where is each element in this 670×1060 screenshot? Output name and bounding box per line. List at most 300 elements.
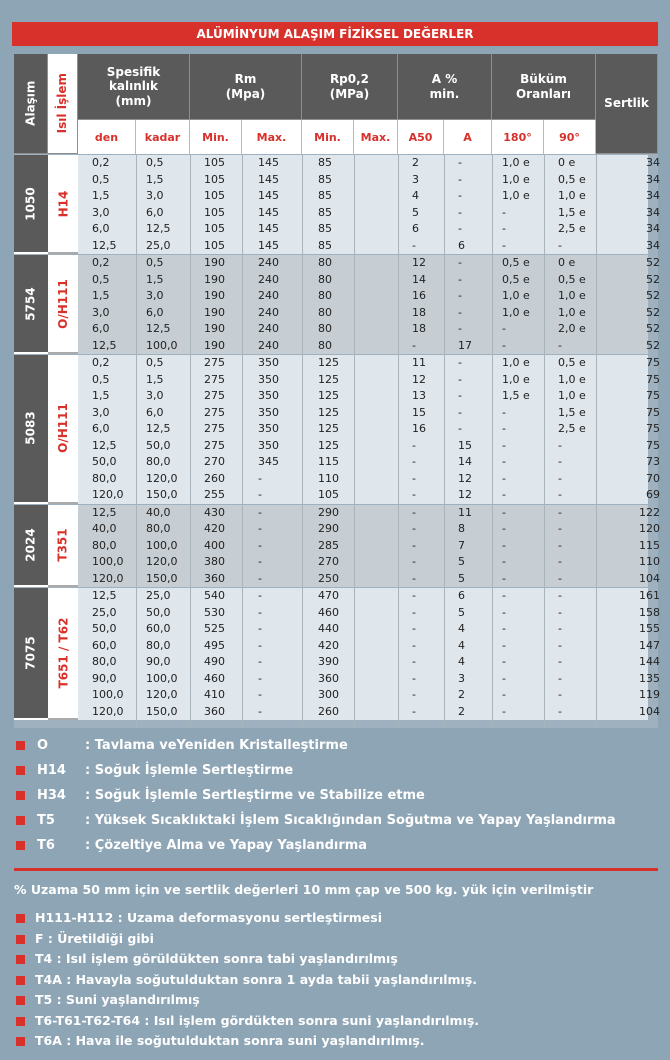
bullet-square-icon (16, 976, 25, 985)
table-cell: 25,0 (146, 238, 171, 252)
bullet-square-icon (16, 1037, 25, 1046)
table-cell: 120,0 (92, 704, 124, 718)
table-cell: 190 (204, 256, 225, 269)
table-cell: 120,0 (92, 488, 124, 501)
header-isil-islem-label: Isıl İşlem (55, 73, 70, 134)
table-cell: 6,0 (92, 222, 110, 235)
table-cell: 460 (204, 671, 225, 685)
legend-item (16, 972, 477, 987)
table-cell: 0,5 (92, 272, 110, 286)
table-cell: 70 (646, 471, 660, 485)
table-row (78, 654, 660, 671)
alloy-2024 (14, 505, 48, 588)
table-cell: 190 (204, 305, 225, 319)
table-cell: 2 (458, 688, 465, 701)
table-cell: - (502, 238, 506, 252)
table-cell: 0,2 (92, 356, 110, 369)
table-cell: - (458, 305, 462, 319)
table-cell: 161 (639, 589, 660, 602)
table-cell: - (458, 256, 462, 269)
table-row (78, 588, 660, 605)
table-cell: 40,0 (92, 522, 117, 535)
table-cell: 12,5 (92, 338, 117, 352)
column-divider (492, 154, 493, 728)
table-cell: - (458, 356, 462, 369)
table-cell: 80 (318, 256, 332, 269)
temper-4 (48, 588, 78, 720)
table-row (78, 188, 660, 205)
table-cell: 85 (318, 172, 332, 186)
bullet-square-icon (16, 914, 25, 923)
table-cell: 105 (204, 172, 225, 186)
header-sertlik: Sertlik (596, 54, 658, 154)
table-cell: - (258, 538, 262, 552)
table-cell: 525 (204, 622, 225, 635)
table-cell: 14 (458, 455, 472, 468)
table-cell: 3 (412, 172, 419, 186)
legend-item (16, 738, 348, 753)
table-cell: 430 (204, 505, 225, 519)
table-cell: 12,5 (92, 505, 117, 519)
alloy-label: 5083 (24, 411, 38, 445)
table-cell: 105 (204, 189, 225, 202)
table-cell: 4 (458, 638, 465, 652)
table-cell: 270 (204, 455, 225, 468)
bullet-square-icon (16, 1017, 25, 1026)
table-cell: 3,0 (146, 389, 164, 402)
table-row (78, 305, 660, 322)
table-cell: 50,0 (92, 622, 117, 635)
table-cell: 80 (318, 272, 332, 286)
table-cell: 12 (412, 256, 426, 269)
table-cell: 260 (204, 471, 225, 485)
table-cell: 85 (318, 222, 332, 235)
table-cell: 275 (204, 389, 225, 402)
table-cell: - (258, 555, 262, 568)
table-cell: 52 (646, 322, 660, 335)
table-cell: 15 (412, 405, 426, 419)
table-cell: 145 (258, 205, 279, 219)
table-cell: - (502, 555, 506, 568)
table-cell: 0,2 (92, 256, 110, 269)
table-cell: - (412, 655, 416, 668)
table-cell: 530 (204, 605, 225, 619)
table-cell: 6,0 (146, 405, 164, 419)
table-cell: 2,5 e (558, 222, 586, 235)
column-divider (596, 154, 597, 728)
table-cell: 5 (412, 205, 419, 219)
table-cell: - (258, 471, 262, 485)
table-cell: 420 (318, 638, 339, 652)
table-cell: 0,5 e (558, 356, 586, 369)
table-cell: 50,0 (92, 455, 117, 468)
legend-item (16, 931, 154, 946)
table-cell: - (502, 505, 506, 519)
table-cell: - (258, 704, 262, 718)
table-cell: 6,0 (92, 322, 110, 335)
legend-desc: H111-H112 : Uzama deformasyonu sertleştirmesi (35, 910, 382, 925)
table-row (78, 255, 660, 272)
table-cell: 17 (458, 338, 472, 352)
table-cell: - (412, 622, 416, 635)
table-cell: 6,0 (146, 205, 164, 219)
table-cell: 150,0 (146, 488, 178, 501)
legend-desc: F : Üretildiği gibi (35, 930, 154, 946)
column-divider (302, 154, 303, 728)
table-cell: - (458, 372, 462, 386)
table-cell: - (502, 405, 506, 419)
table-cell: 1,5 (92, 289, 110, 302)
table-cell: 18 (412, 305, 426, 319)
table-cell: 1,5 (146, 372, 164, 386)
subheader-3: Max. (242, 120, 302, 154)
table-cell: - (458, 156, 462, 169)
table-cell: - (412, 438, 416, 452)
table-cell: 150,0 (146, 571, 178, 585)
table-cell: 100,0 (146, 338, 178, 352)
table-cell: 275 (204, 438, 225, 452)
table-cell: 115 (318, 455, 339, 468)
legend-code: H14 (37, 763, 66, 778)
table-row (78, 621, 660, 638)
table-row (78, 355, 660, 372)
table-cell: 3 (458, 671, 465, 685)
table-cell: 240 (258, 338, 279, 352)
table-cell: - (502, 704, 506, 718)
table-cell: 125 (318, 405, 339, 419)
bullet-square-icon (16, 766, 25, 775)
temper-label: T651 / T62 (56, 617, 71, 689)
table-cell: 110 (639, 555, 660, 568)
table-cell: - (502, 488, 506, 501)
table-row (78, 321, 660, 338)
table-cell: 80,0 (92, 538, 117, 552)
legend-item (16, 813, 616, 828)
table-cell: 495 (204, 638, 225, 652)
table-cell: 105 (318, 488, 339, 501)
table-cell: 1,5 (92, 389, 110, 402)
legend-item (16, 910, 382, 925)
table-cell: 158 (639, 605, 660, 619)
table-row (78, 571, 660, 588)
table-cell: 115 (639, 538, 660, 552)
table-cell: 240 (258, 305, 279, 319)
table-cell: 105 (204, 222, 225, 235)
table-row (78, 521, 660, 538)
table-cell: 1,0 e (558, 289, 586, 302)
header-spesifik: Spesifik kalınlık (mm) (78, 54, 190, 120)
table-cell: 6 (412, 222, 419, 235)
table-cell: 350 (258, 438, 279, 452)
table-cell: - (458, 222, 462, 235)
subheader-4: Min. (302, 120, 354, 154)
table-cell: - (412, 488, 416, 501)
table-cell: - (412, 589, 416, 602)
table-cell: 12,5 (146, 222, 171, 235)
table-cell: 290 (318, 505, 339, 519)
table-cell: 275 (204, 422, 225, 435)
table-cell: - (502, 422, 506, 435)
column-divider (190, 154, 191, 728)
table-cell: - (258, 589, 262, 602)
table-cell: 90,0 (146, 655, 171, 668)
table-cell: - (558, 438, 562, 452)
table-cell: 15 (458, 438, 472, 452)
column-divider (398, 154, 399, 728)
subheader-1: kadar (136, 120, 190, 154)
page-title: ALÜMİNYUM ALAŞIM FİZİKSEL DEĞERLER (12, 22, 658, 46)
table-cell: 34 (646, 156, 660, 169)
table-cell: 14 (412, 272, 426, 286)
bullet-square-icon (16, 841, 25, 850)
properties-table (14, 54, 658, 728)
table-cell: 0,2 (92, 156, 110, 169)
table-cell: 540 (204, 589, 225, 602)
table-cell: 0 e (558, 156, 576, 169)
table-cell: 1,0 e (502, 356, 530, 369)
table-cell: - (458, 205, 462, 219)
header-isil-islem (48, 54, 78, 154)
legend-item (16, 838, 367, 853)
table-cell: 69 (646, 488, 660, 501)
table-cell: 420 (204, 522, 225, 535)
legend-desc: T6A : Hava ile soğutulduktan sonra suni yaşlandırılmış. (35, 1033, 425, 1048)
table-cell: - (502, 688, 506, 701)
table-cell: - (458, 422, 462, 435)
table-cell: 0,5 (92, 372, 110, 386)
table-cell: 119 (639, 688, 660, 701)
table-cell: 440 (318, 622, 339, 635)
header-rp: Rp0,2 (MPa) (302, 54, 398, 120)
table-cell: 350 (258, 372, 279, 386)
table-row (78, 238, 660, 255)
alloy-1050 (14, 155, 48, 254)
legend-desc: : Soğuk İşlemle Sertleştirme ve Stabilize etme (85, 788, 425, 803)
table-cell: 0,5 e (558, 172, 586, 186)
table-cell: - (502, 522, 506, 535)
legend-item (16, 1013, 479, 1028)
table-cell: 80,0 (92, 471, 117, 485)
table-cell: 1,0 e (558, 389, 586, 402)
table-cell: 1,0 e (558, 372, 586, 386)
table-cell: 2,5 e (558, 422, 586, 435)
table-cell: - (412, 238, 416, 252)
table-cell: - (412, 538, 416, 552)
table-cell: 34 (646, 189, 660, 202)
table-cell: 18 (412, 322, 426, 335)
table-cell: 6 (458, 589, 465, 602)
table-cell: - (412, 338, 416, 352)
table-cell: 145 (258, 222, 279, 235)
table-row (78, 221, 660, 238)
column-divider (136, 154, 137, 728)
table-cell: 145 (258, 172, 279, 186)
table-cell: 345 (258, 455, 279, 468)
table-row (78, 338, 660, 355)
legend-desc: : Tavlama veYeniden Kristalleştirme (85, 738, 348, 753)
table-cell: - (412, 471, 416, 485)
temper-1 (48, 255, 78, 354)
table-cell: 12,5 (146, 322, 171, 335)
table-cell: 350 (258, 422, 279, 435)
table-cell: - (258, 571, 262, 585)
table-cell: 12,5 (92, 238, 117, 252)
table-cell: - (502, 638, 506, 652)
table-cell: - (258, 605, 262, 619)
table-cell: 85 (318, 189, 332, 202)
alloy-5083 (14, 355, 48, 504)
column-divider (354, 154, 355, 728)
header-alasim-label: Alaşım (23, 80, 38, 127)
legend-item (16, 992, 200, 1007)
alloy-7075 (14, 588, 48, 720)
table-cell: - (558, 555, 562, 568)
note-text: % Uzama 50 mm için ve sertlik değerleri 10 mm çap ve 500 kg. yük için verilmiştir (14, 882, 594, 897)
table-cell: - (502, 605, 506, 619)
table-cell: 1,0 e (502, 189, 530, 202)
table-cell: 34 (646, 205, 660, 219)
table-cell: 12 (412, 372, 426, 386)
table-cell: 275 (204, 405, 225, 419)
table-cell: 1,0 e (502, 156, 530, 169)
table-cell: 110 (318, 471, 339, 485)
table-cell: 6,0 (92, 422, 110, 435)
table-cell: 190 (204, 338, 225, 352)
subheader-7: A (444, 120, 492, 154)
legend-desc: : Soğuk İşlemle Sertleştirme (85, 763, 294, 778)
table-cell: 240 (258, 322, 279, 335)
table-cell: 12 (458, 488, 472, 501)
table-cell: - (258, 488, 262, 501)
table-cell: - (558, 488, 562, 501)
table-cell: - (258, 505, 262, 519)
temper-label: H14 (56, 190, 70, 217)
table-cell: 240 (258, 289, 279, 302)
legend-code: T5 (37, 813, 55, 828)
table-cell: 52 (646, 338, 660, 352)
table-cell: - (502, 222, 506, 235)
table-cell: 80,0 (92, 655, 117, 668)
table-cell: - (458, 289, 462, 302)
table-cell: 60,0 (92, 638, 117, 652)
legend-desc: : Çözeltiye Alma ve Yapay Yaşlandırma (85, 838, 368, 853)
legend-item (16, 763, 293, 778)
table-row (78, 372, 660, 389)
table-cell: - (412, 605, 416, 619)
table-cell: - (558, 538, 562, 552)
table-cell: - (502, 571, 506, 585)
table-cell: 300 (318, 688, 339, 701)
subheader-2: Min. (190, 120, 242, 154)
bullet-square-icon (16, 996, 25, 1005)
table-cell: 6,0 (146, 305, 164, 319)
table-cell: - (558, 589, 562, 602)
table-cell: 1,5 (146, 172, 164, 186)
table-cell: - (258, 655, 262, 668)
table-cell: - (458, 172, 462, 186)
table-cell: 8 (458, 522, 465, 535)
table-cell: 34 (646, 238, 660, 252)
table-cell: 85 (318, 238, 332, 252)
table-cell: - (558, 505, 562, 519)
divider-line (14, 868, 658, 871)
table-row (78, 205, 660, 222)
table-cell: 0,5 (146, 356, 164, 369)
table-cell: 4 (458, 655, 465, 668)
table-cell: 255 (204, 488, 225, 501)
table-cell: 125 (318, 422, 339, 435)
table-cell: 145 (258, 238, 279, 252)
table-cell: 490 (204, 655, 225, 668)
table-cell: 80,0 (146, 522, 171, 535)
table-cell: 5 (458, 605, 465, 619)
table-cell: 105 (204, 156, 225, 169)
subheader-8: 180° (492, 120, 544, 154)
table-cell: 2,0 e (558, 322, 586, 335)
table-cell: 240 (258, 256, 279, 269)
subheader-9: 90° (544, 120, 596, 154)
bullet-square-icon (16, 791, 25, 800)
table-cell: - (458, 322, 462, 335)
table-cell: 2 (412, 156, 419, 169)
table-cell: 380 (204, 555, 225, 568)
table-cell: 80,0 (146, 455, 171, 468)
table-cell: 1,5 e (558, 205, 586, 219)
table-cell: 360 (204, 704, 225, 718)
table-row (78, 155, 660, 172)
table-cell: 52 (646, 305, 660, 319)
table-cell: 1,0 e (502, 172, 530, 186)
column-divider (544, 154, 545, 728)
table-row (78, 421, 660, 438)
table-cell: 50,0 (146, 438, 171, 452)
table-cell: 60,0 (146, 622, 171, 635)
table-cell: - (412, 555, 416, 568)
table-cell: 105 (204, 238, 225, 252)
table-cell: 275 (204, 372, 225, 386)
table-cell: 410 (204, 688, 225, 701)
table-cell: - (558, 704, 562, 718)
table-cell: 0,5 (146, 156, 164, 169)
table-cell: 80 (318, 289, 332, 302)
table-cell: 90,0 (92, 671, 117, 685)
table-row (78, 638, 660, 655)
table-cell: 3,0 (146, 289, 164, 302)
table-cell: 52 (646, 272, 660, 286)
table-cell: 1,0 e (558, 189, 586, 202)
table-cell: 16 (412, 289, 426, 302)
table-cell: 12,5 (92, 589, 117, 602)
table-cell: 275 (204, 356, 225, 369)
subheader-5: Max. (354, 120, 398, 154)
table-cell: 80 (318, 338, 332, 352)
table-cell: 120,0 (92, 571, 124, 585)
temper-label: O/H111 (56, 278, 70, 329)
table-cell: - (558, 671, 562, 685)
table-cell: 7 (458, 538, 465, 552)
table-cell: 120,0 (146, 471, 178, 485)
table-cell: - (502, 322, 506, 335)
alloy-label: 5754 (24, 286, 38, 321)
table-cell: - (412, 671, 416, 685)
table-cell: 100,0 (92, 688, 124, 701)
table-row (78, 172, 660, 189)
table-cell: 16 (412, 422, 426, 435)
legend-item (16, 951, 398, 966)
table-cell: 85 (318, 156, 332, 169)
table-cell: 100,0 (146, 671, 178, 685)
legend-desc: : Yüksek Sıcaklıktaki İşlem Sıcaklığından Soğutma ve Yapay Yaşlandırma (85, 813, 616, 828)
